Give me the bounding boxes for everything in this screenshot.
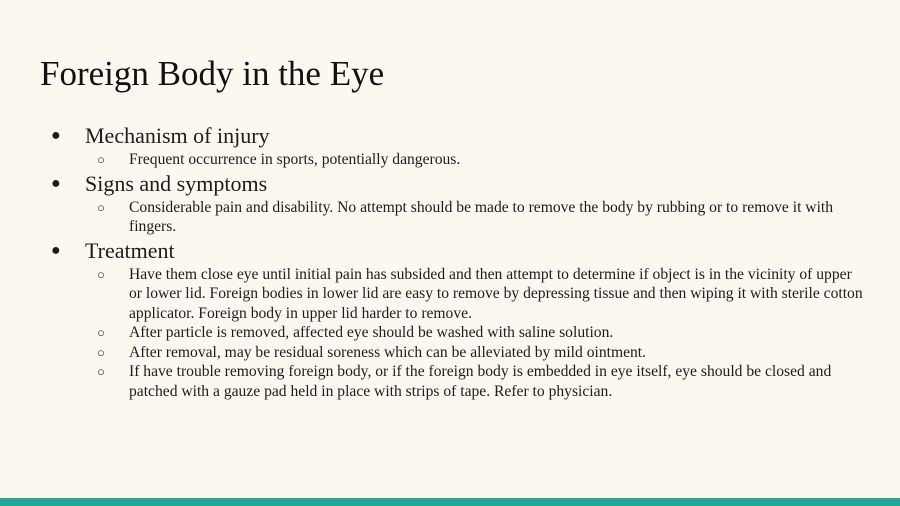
hollow-bullet-icon: ○ [97, 364, 105, 379]
bullet-icon: ● [51, 127, 61, 144]
list-item-text: After particle is removed, affected eye should be washed with saline solution. [129, 324, 614, 341]
list-item-text: Frequent occurrence in sports, potentially dangerous. [129, 151, 461, 168]
list-item [0, 198, 900, 237]
hollow-bullet-icon: ○ [97, 152, 105, 167]
list-item [0, 362, 900, 401]
list-item [0, 150, 900, 170]
section-mechanism-of-injury [0, 122, 900, 150]
hollow-bullet-icon: ○ [97, 266, 105, 282]
section-heading: Mechanism of injury [85, 123, 270, 148]
hollow-bullet-icon: ○ [97, 344, 105, 360]
hollow-bullet-icon: ○ [97, 199, 105, 215]
list-item [0, 323, 900, 343]
list-item-text: After removal, may be residual soreness which can be alleviated by mild ointment. [129, 343, 647, 361]
section-treatment [0, 237, 900, 265]
bullet-icon: ● [51, 174, 61, 192]
list-item-text: If have trouble removing foreign body, or if the foreign body is embedded in eye itself, eye should be closed and patched with a gauze pad held in place with strips of tape. Refer to physician. [129, 363, 832, 400]
list-item [0, 265, 900, 324]
slide-content [0, 122, 900, 401]
accent-bar [0, 498, 900, 506]
section-heading: Signs and symptoms [85, 170, 268, 196]
section-heading: Treatment [85, 237, 175, 263]
hollow-bullet-icon: ○ [97, 325, 105, 340]
slide-title: Foreign Body in the Eye [40, 54, 385, 93]
bullet-icon: ● [51, 241, 61, 259]
list-item-text: Considerable pain and disability. No attempt should be made to remove the body by rubbing or to remove it with fingers. [129, 198, 834, 235]
section-signs-and-symptoms [0, 170, 900, 198]
list-item [0, 343, 900, 363]
list-item-text: Have them close eye until initial pain has subsided and then attempt to determine if object is in the vicinity of upper or lower lid. Foreign bodies in lower lid are easy to remove by depressing tissue and then wiping it with sterile cotton applicator. Foreign body in upper lid harder to remove. [129, 265, 863, 322]
